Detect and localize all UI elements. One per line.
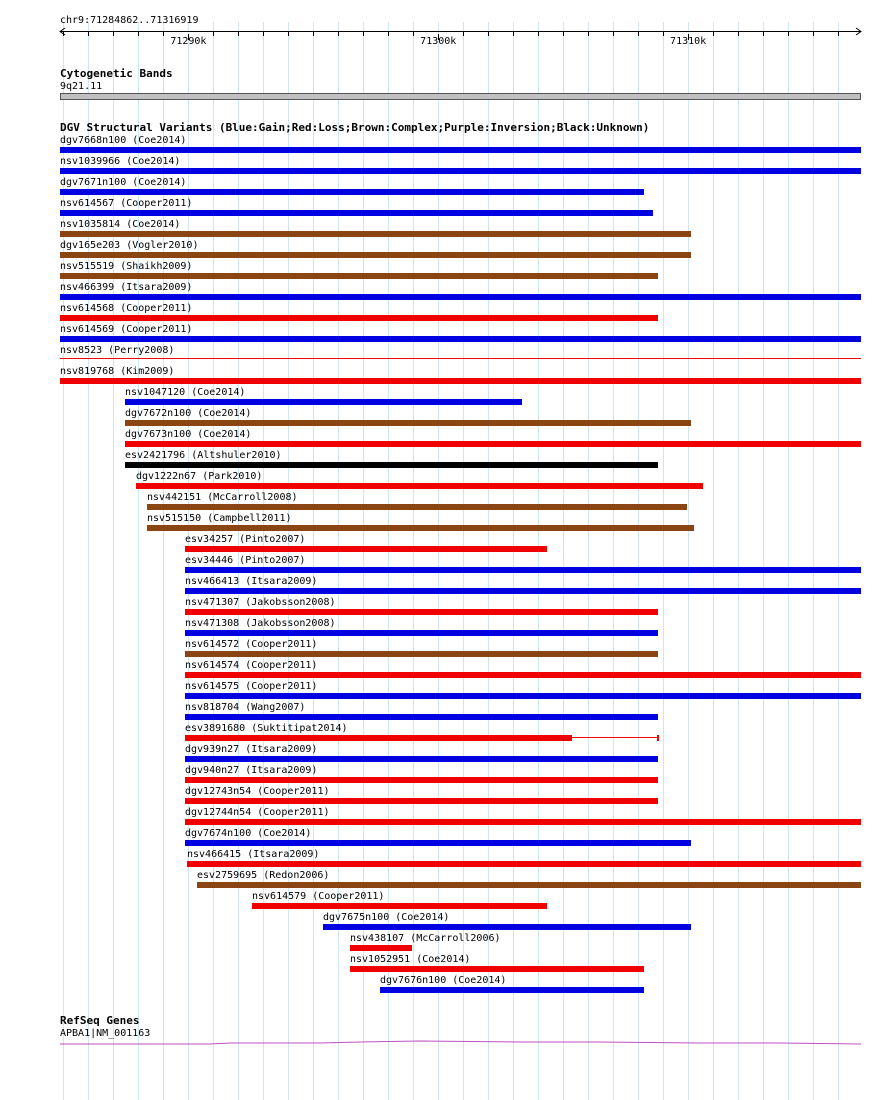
grid-line	[588, 22, 589, 1100]
grid-line	[713, 22, 714, 1100]
variant-label[interactable]: dgv7671n100 (Coe2014)	[60, 177, 187, 188]
variant-bar[interactable]	[60, 315, 658, 321]
variant-bar[interactable]	[60, 358, 861, 359]
grid-line	[538, 22, 539, 1100]
variant-label[interactable]: dgv7668n100 (Coe2014)	[60, 135, 187, 146]
variant-bar[interactable]	[185, 672, 861, 678]
variant-label[interactable]: dgv7676n100 (Coe2014)	[380, 975, 507, 986]
variant-label[interactable]: dgv7674n100 (Coe2014)	[185, 828, 312, 839]
variant-bar[interactable]	[185, 756, 658, 762]
variant-bar[interactable]	[185, 714, 658, 720]
variant-bar[interactable]	[125, 420, 691, 426]
grid-line	[563, 22, 564, 1100]
cytoband-track-title: Cytogenetic Bands	[60, 67, 173, 80]
ruler-tick-label: 71290k	[170, 36, 207, 47]
variant-bar[interactable]	[187, 861, 861, 867]
variant-bar[interactable]	[147, 525, 694, 531]
variant-label[interactable]: nsv614569 (Cooper2011)	[60, 324, 193, 335]
variant-label[interactable]: nsv1035814 (Coe2014)	[60, 219, 181, 230]
grid-line	[638, 22, 639, 1100]
grid-line	[313, 22, 314, 1100]
variant-bar[interactable]	[60, 378, 861, 384]
variant-label[interactable]: nsv819768 (Kim2009)	[60, 366, 175, 377]
variant-bar[interactable]	[197, 882, 861, 888]
variant-label[interactable]: nsv8523 (Perry2008)	[60, 345, 175, 356]
variant-bar[interactable]	[60, 294, 861, 300]
grid-line	[763, 22, 764, 1100]
variant-label[interactable]: nsv1039966 (Coe2014)	[60, 156, 181, 167]
variant-label[interactable]: nsv614579 (Cooper2011)	[252, 891, 385, 902]
grid-line	[613, 22, 614, 1100]
variant-bar[interactable]	[185, 588, 861, 594]
variant-label[interactable]: dgv940n27 (Itsara2009)	[185, 765, 318, 776]
variant-label[interactable]: esv34257 (Pinto2007)	[185, 534, 306, 545]
variant-bar[interactable]	[323, 924, 691, 930]
variant-bar[interactable]	[185, 777, 658, 783]
variant-bar[interactable]	[60, 252, 691, 258]
refseq-gene-label[interactable]: APBA1|NM_001163	[60, 1028, 151, 1039]
variant-bar[interactable]	[60, 231, 691, 237]
variant-label[interactable]: nsv818704 (Wang2007)	[185, 702, 306, 713]
variant-label[interactable]: nsv471308 (Jakobsson2008)	[185, 618, 336, 629]
variant-bar[interactable]	[60, 189, 644, 195]
variant-bar[interactable]	[185, 840, 691, 846]
variant-bar[interactable]	[185, 651, 658, 657]
cytoband-bar[interactable]	[60, 93, 861, 100]
variant-bar[interactable]	[136, 483, 703, 489]
variant-bar[interactable]	[60, 273, 658, 279]
variant-label[interactable]: dgv7672n100 (Coe2014)	[125, 408, 252, 419]
variant-label[interactable]: dgv1222n67 (Park2010)	[136, 471, 263, 482]
variant-bar[interactable]	[185, 630, 658, 636]
variant-bar[interactable]	[350, 945, 412, 951]
variant-bar[interactable]	[185, 693, 861, 699]
refseq-track-title: RefSeq Genes	[60, 1014, 140, 1027]
variant-extension-line[interactable]	[572, 737, 658, 738]
variant-label[interactable]: nsv1047120 (Coe2014)	[125, 387, 246, 398]
variant-label[interactable]: nsv614568 (Cooper2011)	[60, 303, 193, 314]
variant-label[interactable]: nsv438107 (McCarroll2006)	[350, 933, 501, 944]
variant-label[interactable]: dgv12743n54 (Cooper2011)	[185, 786, 330, 797]
variant-label[interactable]: esv2421796 (Altshuler2010)	[125, 450, 282, 461]
variant-label[interactable]: dgv7675n100 (Coe2014)	[323, 912, 450, 923]
variant-bar[interactable]	[185, 609, 658, 615]
ruler-tick-label: 71300k	[420, 36, 457, 47]
variant-bar[interactable]	[60, 147, 861, 153]
variant-label[interactable]: dgv165e203 (Vogler2010)	[60, 240, 199, 251]
variant-label[interactable]: esv34446 (Pinto2007)	[185, 555, 306, 566]
variant-label[interactable]: nsv1052951 (Coe2014)	[350, 954, 471, 965]
variant-bar[interactable]	[380, 987, 644, 993]
refseq-gene-model[interactable]	[0, 1036, 890, 1050]
variant-bar[interactable]	[252, 903, 547, 909]
gene-intron-line[interactable]	[60, 1041, 861, 1044]
variant-bar[interactable]	[350, 966, 644, 972]
variant-label[interactable]: nsv614575 (Cooper2011)	[185, 681, 318, 692]
variant-bar[interactable]	[60, 210, 653, 216]
variant-bar[interactable]	[125, 462, 658, 468]
variant-bar[interactable]	[147, 504, 687, 510]
variant-bar[interactable]	[185, 735, 572, 741]
ruler-axis[interactable]	[0, 0, 890, 60]
variant-label[interactable]: dgv7673n100 (Coe2014)	[125, 429, 252, 440]
variant-label[interactable]: nsv466415 (Itsara2009)	[187, 849, 320, 860]
variant-label[interactable]: dgv12744n54 (Cooper2011)	[185, 807, 330, 818]
grid-line	[663, 22, 664, 1100]
variant-bar[interactable]	[185, 567, 861, 573]
variant-label[interactable]: nsv614574 (Cooper2011)	[185, 660, 318, 671]
ruler-tick-label: 71310k	[670, 36, 707, 47]
ruler-range-label: chr9:71284862..71316919	[60, 15, 199, 26]
variant-bar[interactable]	[125, 399, 522, 405]
variant-label[interactable]: nsv614572 (Cooper2011)	[185, 639, 318, 650]
variant-bar[interactable]	[185, 546, 547, 552]
cytoband-label: 9q21.11	[60, 81, 103, 92]
variant-label[interactable]: nsv515519 (Shaikh2009)	[60, 261, 193, 272]
grid-line	[338, 22, 339, 1100]
variant-label[interactable]: nsv466413 (Itsara2009)	[185, 576, 318, 587]
variant-label[interactable]: esv2759695 (Redon2006)	[197, 870, 330, 881]
variant-label[interactable]: dgv939n27 (Itsara2009)	[185, 744, 318, 755]
grid-line	[838, 22, 839, 1100]
variant-bar[interactable]	[125, 441, 861, 447]
variant-bar[interactable]	[60, 168, 861, 174]
variant-bar[interactable]	[185, 819, 861, 825]
grid-line	[813, 22, 814, 1100]
variant-bar[interactable]	[60, 336, 861, 342]
grid-line	[788, 22, 789, 1100]
variant-label[interactable]: esv3891680 (Suktitipat2014)	[185, 723, 348, 734]
variant-label[interactable]: nsv614567 (Cooper2011)	[60, 198, 193, 209]
grid-line	[688, 22, 689, 1100]
variant-extension-cap	[657, 735, 659, 741]
variant-label[interactable]: nsv442151 (McCarroll2008)	[147, 492, 298, 503]
variant-bar[interactable]	[185, 798, 658, 804]
variant-label[interactable]: nsv466399 (Itsara2009)	[60, 282, 193, 293]
variant-label[interactable]: nsv515150 (Campbell2011)	[147, 513, 292, 524]
variant-label[interactable]: nsv471307 (Jakobsson2008)	[185, 597, 336, 608]
grid-line	[738, 22, 739, 1100]
dgv-track-title: DGV Structural Variants (Blue:Gain;Red:Loss;Brown:Complex;Purple:Inversion;Black:Unknown)	[60, 121, 650, 134]
grid-line	[513, 22, 514, 1100]
